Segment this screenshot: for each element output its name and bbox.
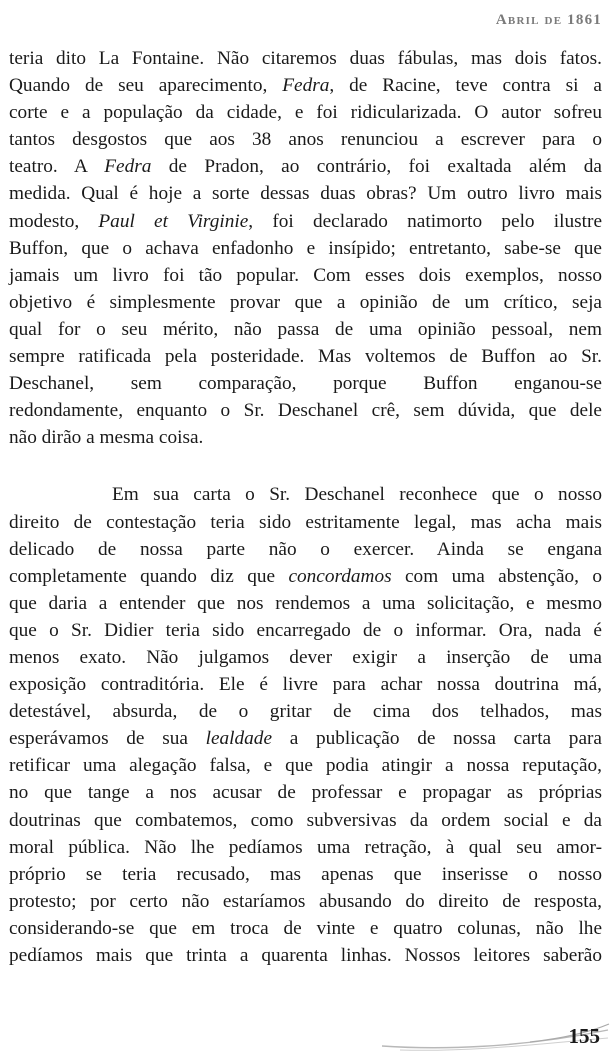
text-line: detestável, absurda, de o gritar de cima dos telhados, mas: [9, 701, 602, 723]
text-line: objetivo é simplesmente provar que a opinião de um crítico, seja: [9, 291, 602, 313]
text-line: esperávamos de sua lealdade a publicação de nossa carta para: [9, 728, 602, 750]
text-line: completamente quando diz que concordamos com uma abstenção, o: [9, 565, 602, 587]
text-line: modesto, Paul et Virginie, foi declarado natimorto pelo ilustre: [9, 210, 602, 232]
text-line: doutrinas que combatemos, como subversivas da ordem social e da: [9, 809, 602, 831]
text-line: tantos desgostos que aos 38 anos renunciou a escrever para o: [9, 129, 602, 151]
work-title: Fedra: [282, 75, 330, 97]
text-line: que daria a entender que nos rendemos a uma solicitação, e mesmo: [9, 592, 602, 614]
work-title: Paul et Virginie: [98, 210, 249, 232]
paragraph-2: [9, 481, 602, 969]
text-line: no que tange a nos acusar de professar e propagar as próprias: [9, 782, 602, 804]
text-line: delicado de nossa parte não o exercer. Ainda se engana: [9, 538, 602, 560]
body-text: [9, 45, 602, 969]
text-line: qual for o seu mérito, não passa de uma opinião pessoal, nem: [9, 318, 602, 340]
text-line: exposição contraditória. Ele é livre para achar nossa doutrina má,: [9, 674, 602, 696]
text-line: jamais um livro foi tão popular. Com esses dois exemplos, nosso: [9, 264, 602, 286]
text-line: menos exato. Não julgamos dever exigir a inserção de uma: [9, 646, 602, 668]
text-line: medida. Qual é hoje a sorte dessas duas obras? Um outro livro mais: [9, 183, 602, 205]
running-head: Abril de 1861: [495, 12, 602, 28]
text-line: corte e a população da cidade, e foi ridicularizada. O autor sofreu: [9, 102, 602, 124]
work-title: Fedra: [104, 156, 152, 178]
text-line: Em sua carta o Sr. Deschanel reconhece que o nosso: [112, 484, 602, 506]
text-line: Quando de seu aparecimento, Fedra, de Racine, teve contra si a: [9, 75, 602, 97]
paragraph-gap: [9, 451, 602, 481]
text-line: sempre ratificada pela posteridade. Mas voltemos de Buffon ao Sr.: [9, 346, 602, 368]
page-number: 155: [568, 1024, 600, 1048]
text-line: protesto; por certo não estaríamos abusando do direito de resposta,: [9, 890, 602, 912]
emphasis: lealdade: [205, 728, 273, 750]
text-line: moral pública. Não lhe pedíamos uma retração, à qual seu amor-: [9, 836, 602, 858]
text-line: teatro. A Fedra de Pradon, ao contrário, foi exaltada além da: [9, 156, 602, 178]
text-line: próprio se teria recusado, mas apenas que inserisse o nosso: [9, 863, 602, 885]
text-line: redondamente, enquanto o Sr. Deschanel crê, sem dúvida, que dele: [9, 400, 602, 422]
paragraph-1: [9, 45, 602, 451]
text-line: que o Sr. Didier teria sido encarregado de o informar. Ora, nada é: [9, 619, 602, 641]
emphasis: concordamos: [288, 565, 392, 587]
text-line: retificar uma alegação falsa, e que podia atingir a nossa reputação,: [9, 755, 602, 777]
text-line: direito de contestação teria sido estritamente legal, mas acha mais: [9, 511, 602, 533]
text-line: Buffon, que o achava enfadonho e insípido; entretanto, sabe-se que: [9, 237, 602, 259]
text-line: pedíamos mais que trinta a quarenta linhas. Nossos leitores saberão: [9, 945, 602, 966]
text-line: não dirão a mesma coisa.: [9, 427, 204, 449]
text-line: teria dito La Fontaine. Não citaremos duas fábulas, mas dois fatos.: [9, 48, 602, 69]
text-line: Deschanel, sem comparação, porque Buffon enganou-se: [9, 373, 602, 395]
text-line: considerando-se que em troca de vinte e quatro colunas, não lhe: [9, 917, 602, 939]
